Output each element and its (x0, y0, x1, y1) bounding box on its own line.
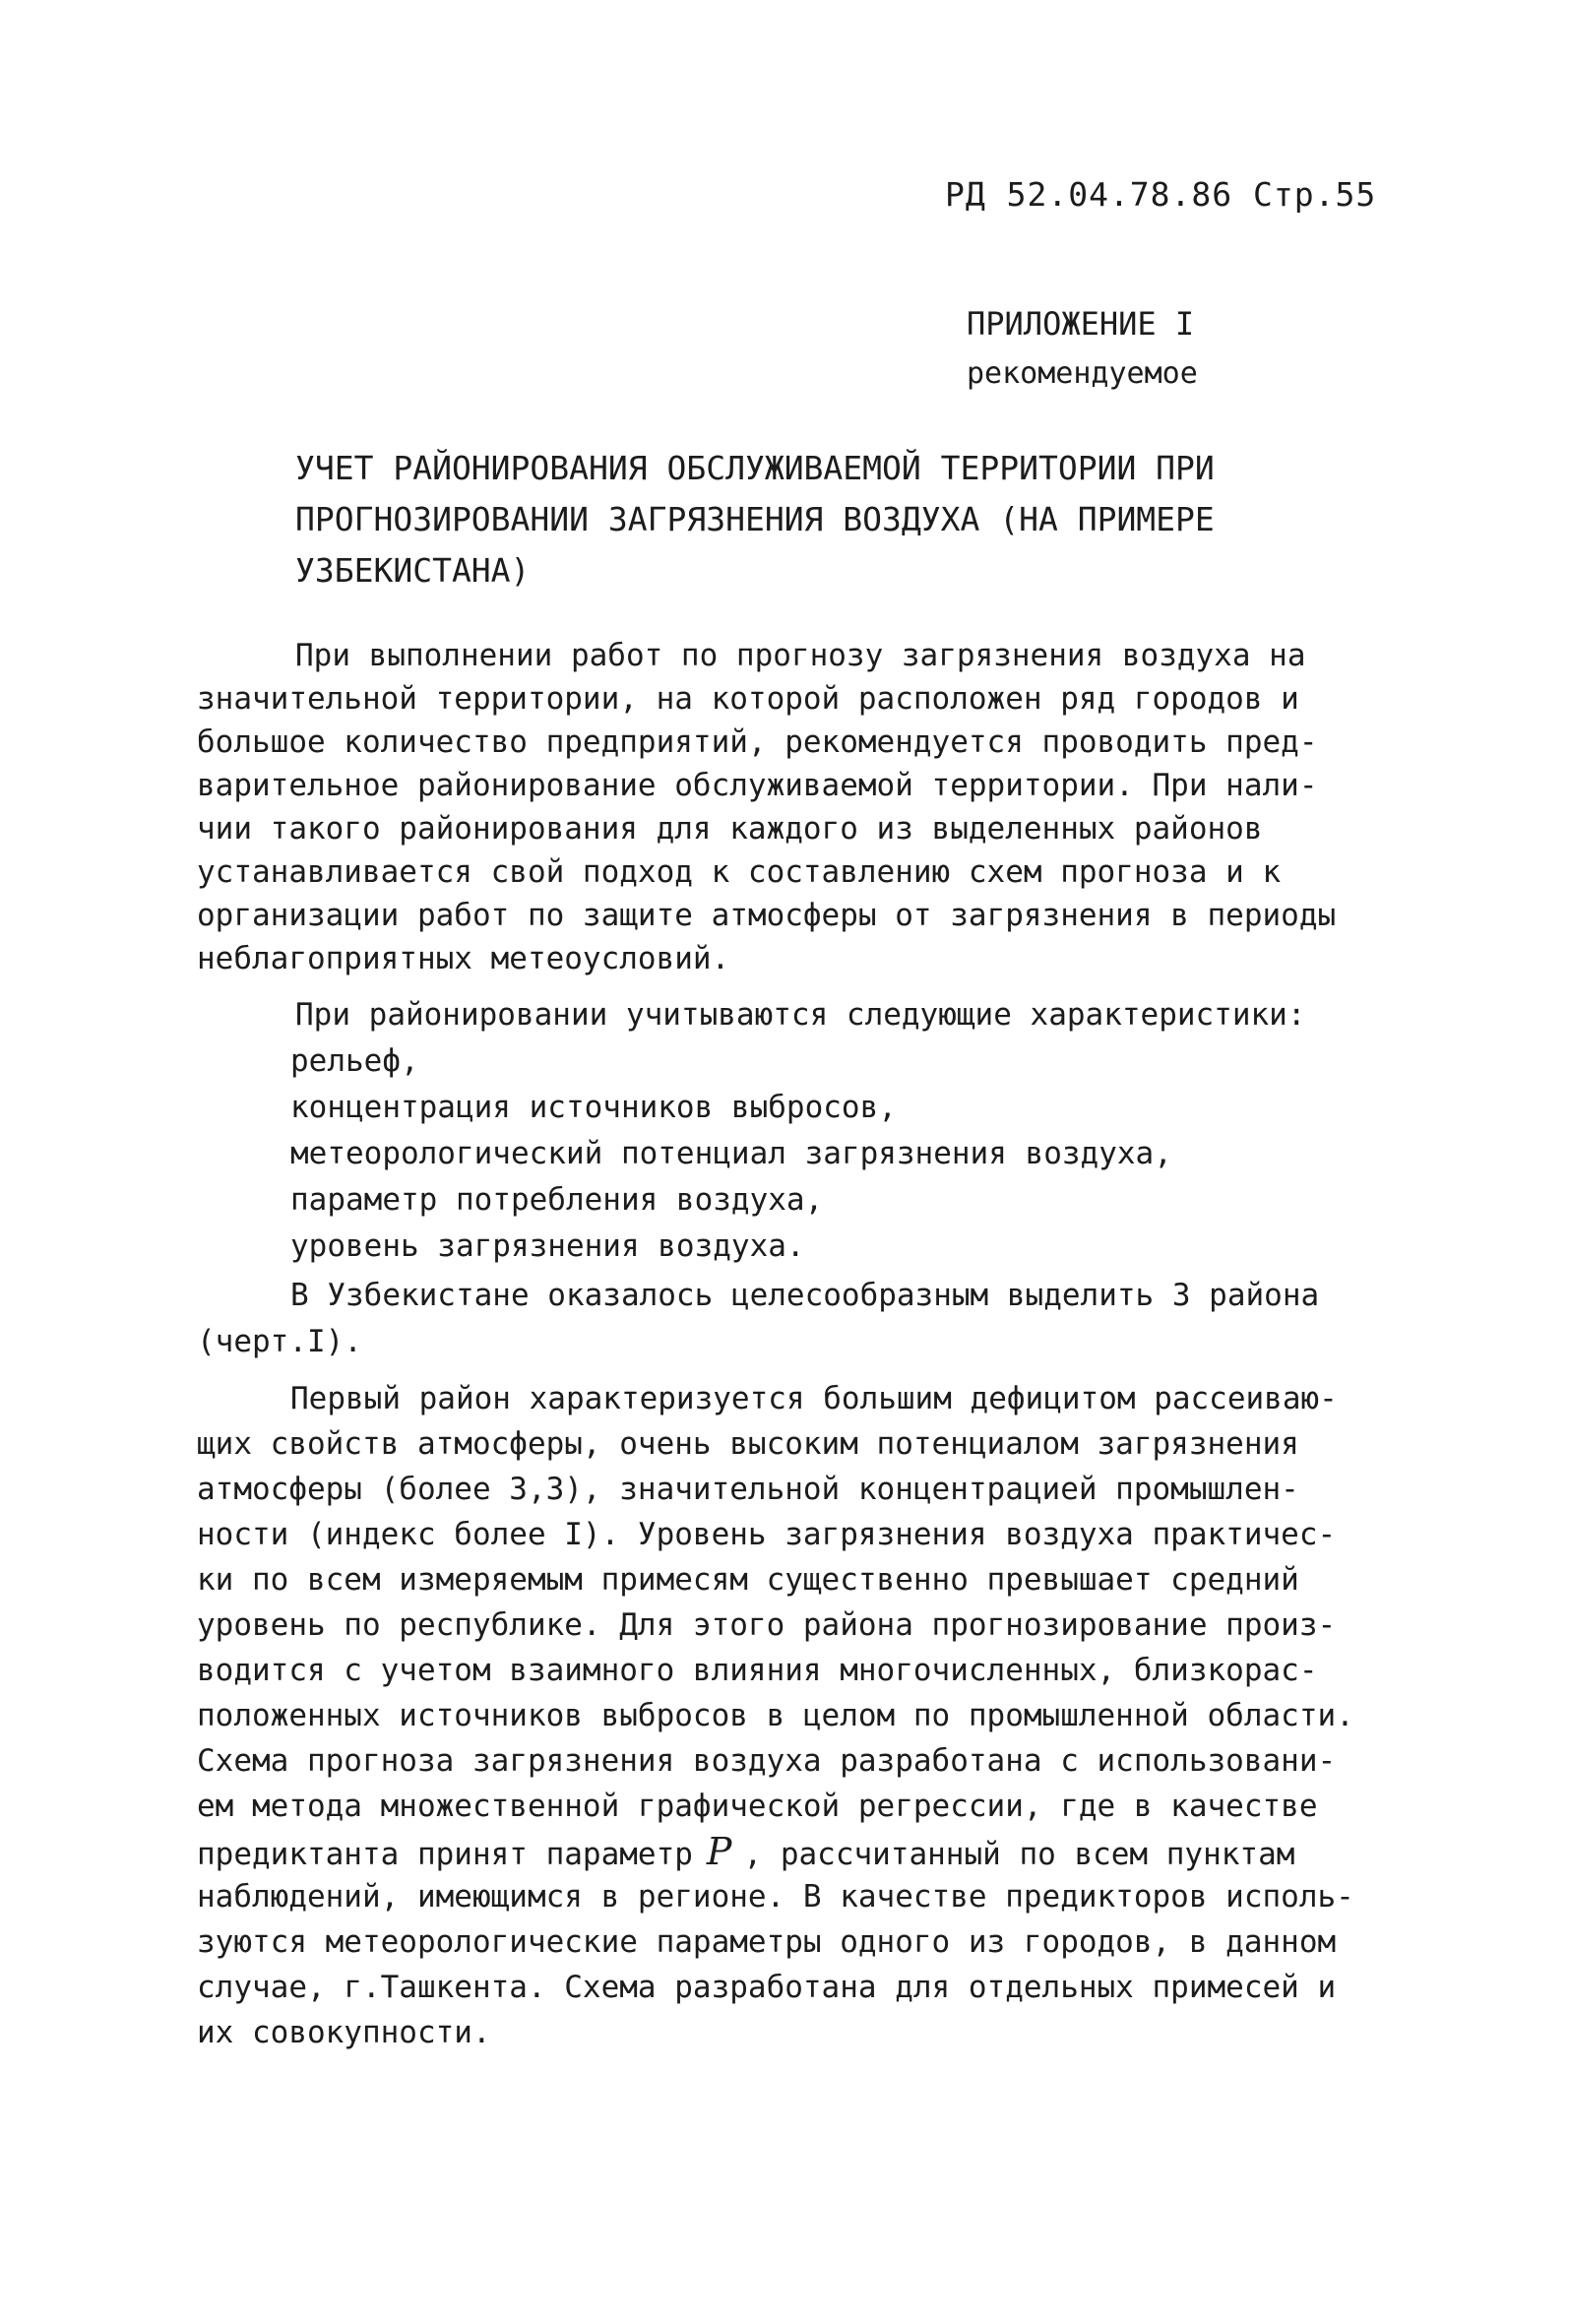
title-line: ПРОГНОЗИРОВАНИИ ЗАГРЯЗНЕНИЯ ВОЗДУХА (НА ПРИМЕРЕ (295, 500, 1215, 538)
page-header-reference: РД 52.04.78.86 Стр.55 (945, 175, 1377, 214)
title-line: УЧЕТ РАЙОНИРОВАНИЯ ОБСЛУЖИВАЕМОЙ ТЕРРИТОРИИ ПРИ (295, 449, 1215, 487)
paragraph-line: При районировании учитываются следующие характеристики: (295, 997, 1306, 1033)
paragraph-line: уровень по республике. Для этого района прогнозирование произ- (197, 1607, 1337, 1643)
paragraph-line: В Узбекистане оказалось целесообразным выделить 3 района (290, 1278, 1320, 1313)
paragraph-line: ки по всем измеряемым примесям существенно превышает средний (197, 1562, 1299, 1598)
paragraph-line: водится с учетом взаимного влияния многочисленных, близкорас- (197, 1653, 1318, 1688)
title-line: УЗБЕКИСТАНА) (295, 551, 531, 590)
paragraph-line: ем метода множественной графической регрессии, где в качестве (197, 1789, 1318, 1824)
paragraph-line: положенных источников выбросов в целом по промышленной области. (197, 1698, 1354, 1733)
paragraph-line: устанавливается свой подход к составлению схем прогноза и к (197, 854, 1282, 890)
paragraph-line: (черт.I). (197, 1324, 362, 1359)
paragraph-line: их совокупности. (197, 2015, 491, 2050)
predictand-text: предиктанта принят параметр (197, 1837, 693, 1872)
document-title (295, 443, 1280, 597)
paragraph-line: наблюдений, имеющимся в регионе. В качестве предикторов исполь- (197, 1879, 1354, 1915)
paragraph-line: зуются метеорологические параметры одного из городов, в данном (197, 1924, 1337, 1960)
paragraph-line: щих свойств атмосферы, очень высоким потенциалом загрязнения (197, 1426, 1299, 1462)
appendix-subtitle: рекомендуемое (967, 356, 1198, 391)
paragraph-line: атмосферы (более 3,3), значительной концентрацией промышлен- (197, 1472, 1299, 1507)
paragraph-line: чии такого районирования для каждого из выделенных районов (197, 811, 1263, 847)
paragraph-line: случае, г.Ташкента. Схема разработана для отдельных примесей и (197, 1970, 1337, 2005)
predictand-text-cont: , рассчитанный по всем пунктам (743, 1837, 1295, 1872)
paragraph-line: большое количество предприятий, рекомендуется проводить пред- (197, 724, 1318, 760)
paragraph-line: неблагоприятных метеоусловий. (197, 941, 730, 976)
rho-symbol: P (706, 1830, 732, 1873)
list-item: уровень загрязнения воздуха. (290, 1228, 805, 1264)
paragraph-line: организации работ по защите атмосферы от загрязнения в периоды (197, 898, 1337, 933)
appendix-title: ПРИЛОЖЕНИЕ I (967, 305, 1195, 343)
list-item: метеорологический потенциал загрязнения воздуха, (290, 1136, 1172, 1171)
paragraph-line: Схема прогноза загрязнения воздуха разработана с использовани- (197, 1743, 1337, 1779)
paragraph-line: варительное районирование обслуживаемой территории. При нали- (197, 768, 1318, 803)
list-item: рельеф, (290, 1043, 419, 1079)
list-item: концентрация источников выбросов, (290, 1090, 897, 1125)
list-item: параметр потребления воздуха, (290, 1182, 824, 1218)
paragraph-line: ности (индекс более I). Уровень загрязнения воздуха практичес- (197, 1517, 1337, 1552)
paragraph-line (197, 1831, 1294, 1872)
paragraph-line: Первый район характеризуется большим дефицитом рассеиваю- (290, 1381, 1338, 1416)
paragraph-line: При выполнении работ по прогнозу загрязнения воздуха на (295, 638, 1306, 673)
paragraph-line: значительной территории, на которой расположен ряд городов и (197, 681, 1299, 717)
